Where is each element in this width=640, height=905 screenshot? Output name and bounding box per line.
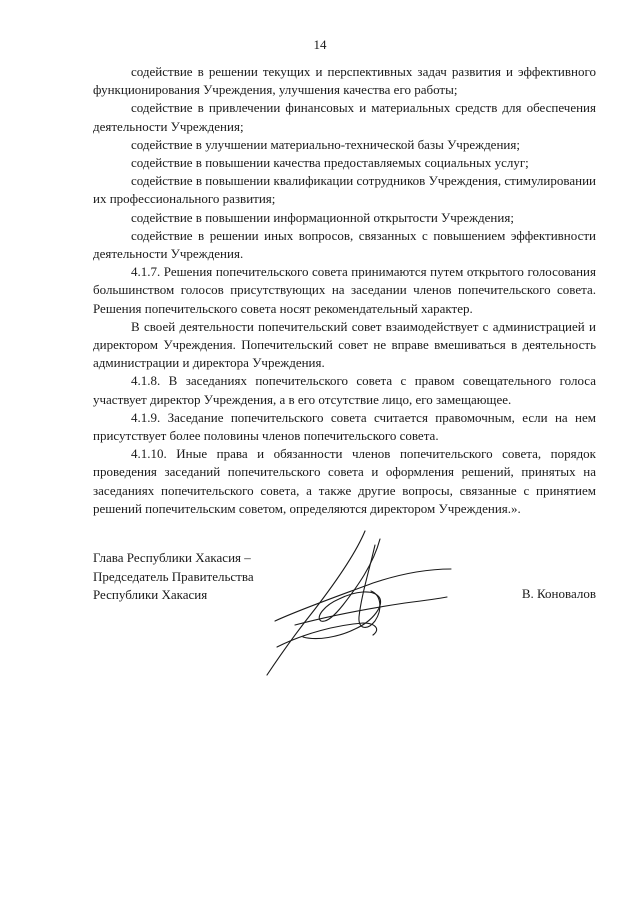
paragraph: содействие в решении иных вопросов, связанных с повышением эффективности деятельности Учреждения. <box>93 227 596 262</box>
paragraph: содействие в повышении информационной открытости Учреждения; <box>131 209 514 225</box>
paragraph: В своей деятельности попечительский совет взаимодействует с администрацией и директором Учреждения. Попечительский совет не вправе вмешиваться в деятельность администрации и директора Учреждения. <box>93 318 596 371</box>
signatory-title <box>93 549 254 605</box>
paragraph: содействие в привлечении финансовых и материальных средств для обеспечения деятельности Учреждения; <box>93 100 596 134</box>
paragraph: содействие в улучшении материально-технической базы Учреждения; <box>131 136 520 152</box>
signatory-title-line: Республики Хакасия <box>93 587 208 602</box>
paragraph: 4.1.8. В заседаниях попечительского совета с правом совещательного голоса участвует директор Учреждения, а в его отсутствие лицо, его замещающее. <box>93 373 596 407</box>
signatory-name: В. Коновалов <box>521 586 596 601</box>
paragraph: содействие в повышении качества предоставляемых социальных услуг; <box>131 155 529 171</box>
paragraph: содействие в повышении квалификации сотрудников Учреждения, стимулировании их профессионального развития; <box>93 173 596 207</box>
document-body <box>93 63 596 518</box>
signatory-title-line: Председатель Правительства <box>93 568 254 584</box>
page-number: 14 <box>313 37 327 52</box>
paragraph: 4.1.9. Заседание попечительского совета считается правомочным, если на нем присутствует более половины членов попечительского совета. <box>93 409 596 444</box>
paragraph: 4.1.7. Решения попечительского совета принимаются путем открытого голосования большинством голосов присутствующих на заседании членов попечительского совета. Решения попечительского совета носят рекомендательный характер. <box>93 264 596 316</box>
paragraph: содействие в решении текущих и перспективных задач развития и эффективного функционирования Учреждения, улучшения качества его работы; <box>93 64 596 98</box>
paragraph: 4.1.10. Иные права и обязанности членов попечительского совета, порядок проведения заседаний попечительского совета и оформления решений, принятых на заседаниях попечительского совета, а также другие вопросы, связанные с принятием решений попечительским советом, определяются директором Учреждения.». <box>93 446 596 516</box>
handwritten-signature <box>255 525 455 685</box>
signatory-title-line: Глава Республики Хакасия – <box>93 550 251 565</box>
